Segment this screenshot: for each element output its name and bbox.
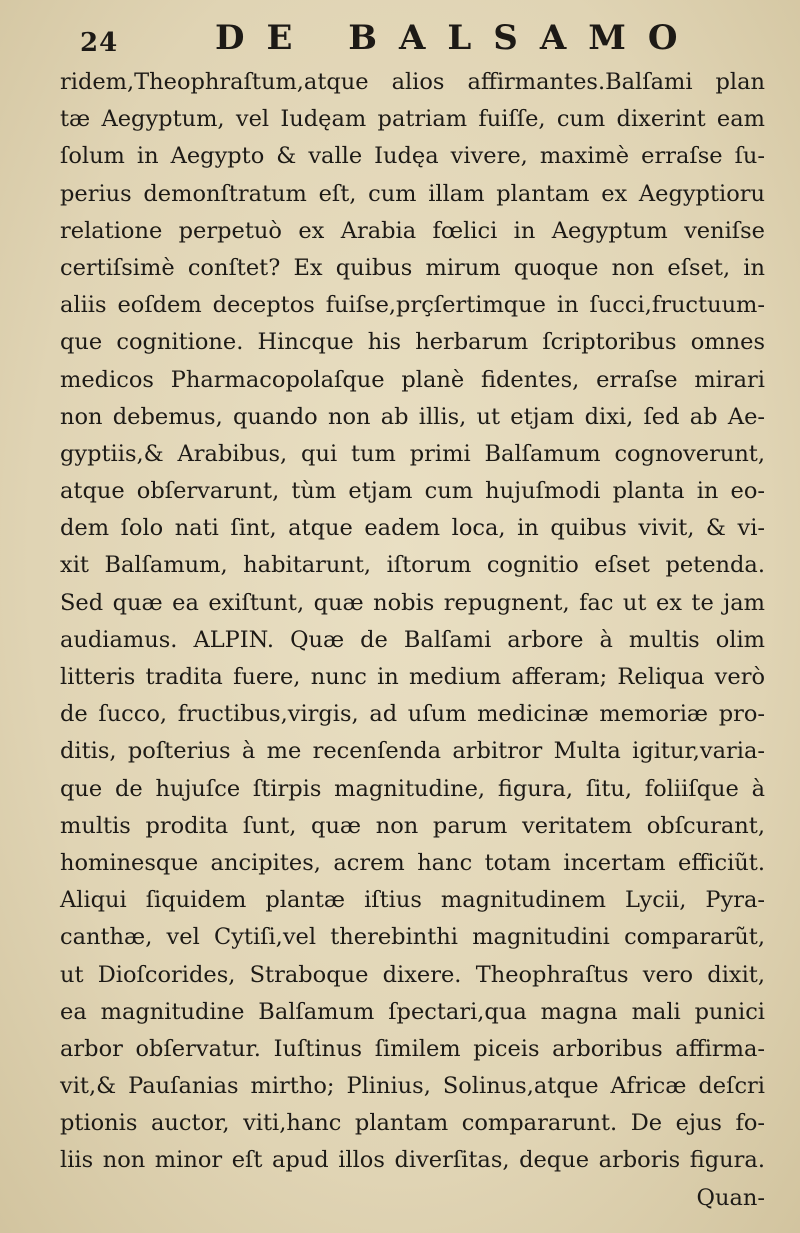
catchword: Quan-	[696, 1184, 765, 1211]
text-line: ditis, poſterius à me recenſenda arbitror Multa igitur,varia-	[60, 738, 765, 765]
text-line: arbor obſervatur. Iuſtinus ſimilem piceis arboribus affirma-	[60, 1035, 765, 1062]
text-line: certiſsimè conſtet? Ex quibus mirum quoque non eſset, in	[60, 254, 765, 281]
text-line: aliis eoſdem deceptos fuiſse,prçſertimque in ſucci,fructuum-	[60, 292, 765, 319]
text-line: tæ Aegyptum, vel Iudęam patriam fuiſſe, cum dixerint eam	[60, 106, 765, 133]
text-line: dem ſolo nati ſint, atque eadem loca, in quibus vivit, & vi-	[60, 515, 765, 542]
page-number: 24	[80, 28, 119, 58]
body-text	[60, 64, 765, 1217]
text-line: que de hujuſce ſtirpis magnitudine, figura, ſitu, foliiſque à	[60, 775, 765, 802]
text-line: litteris tradita fuere, nunc in medium afferam; Reliqua verò	[60, 664, 765, 690]
text-line: canthæ, vel Cytiſi,vel therebinthi magnitudini compararũt,	[60, 924, 765, 951]
text-line: ſolum in Aegypto & valle Iudęa vivere, maximè erraſse ſu-	[60, 143, 765, 170]
text-line: multis prodita ſunt, quæ non parum veritatem obſcurant,	[60, 812, 765, 839]
page-header	[0, 18, 800, 62]
text-line: atque obſervarunt, tùm etjam cum hujuſmodi planta in eo-	[60, 478, 765, 505]
text-line: perius demonſtratum eſt, cum illam plantam ex Aegyptioru	[60, 180, 765, 207]
text-line: ridem,Theophraſtum,atque alios affirmantes.Balſami plan	[60, 69, 765, 95]
text-line: que cognitione. Hincque his herbarum ſcriptoribus omnes	[60, 329, 765, 356]
text-line: ea magnitudine Balſamum ſpectari,qua magna mali punici	[60, 998, 765, 1025]
text-line: xit Balſamum, habitarunt, iſtorum cognitio eſset petenda.	[60, 552, 765, 579]
text-line: vit,& Pauſanias mirtho; Plinius, Solinus,atque Africæ deſcri	[60, 1073, 765, 1100]
text-line: Aliqui ſiquidem plantæ iſtius magnitudinem Lycii, Pyra-	[60, 887, 765, 914]
text-line: hominesque ancipites, acrem hanc totam incertam efficiũt.	[60, 849, 765, 876]
running-title: DE BALSAMO	[215, 18, 700, 58]
text-line: audiamus. ALPIN. Quæ de Balſami arbore à multis olim	[60, 626, 765, 653]
text-line: ptionis auctor, viti,hanc plantam compararunt. De ejus fo-	[60, 1110, 765, 1137]
text-line: ut Dioſcorides, Straboque dixere. Theophraſtus vero dixit,	[60, 961, 765, 988]
text-line: relatione perpetuò ex Arabia fœlici in Aegyptum veniſse	[60, 217, 765, 244]
text-line: gyptiis,& Arabibus, qui tum primi Balſamum cognoverunt,	[60, 440, 765, 467]
text-line: Sed quæ ea exiſtunt, quæ nobis repugnent, fac ut ex te jam	[60, 589, 765, 616]
text-line: medicos Pharmacopolaſque planè fidentes, erraſse mirari	[60, 366, 765, 393]
text-line: non debemus, quando non ab illis, ut etjam dixi, ſed ab Ae-	[60, 403, 765, 430]
text-line: liis non minor eſt apud illos diverſitas, deque arboris figura.	[60, 1147, 765, 1174]
text-line: de ſucco, fructibus,virgis, ad uſum medicinæ memoriæ pro-	[60, 701, 765, 728]
